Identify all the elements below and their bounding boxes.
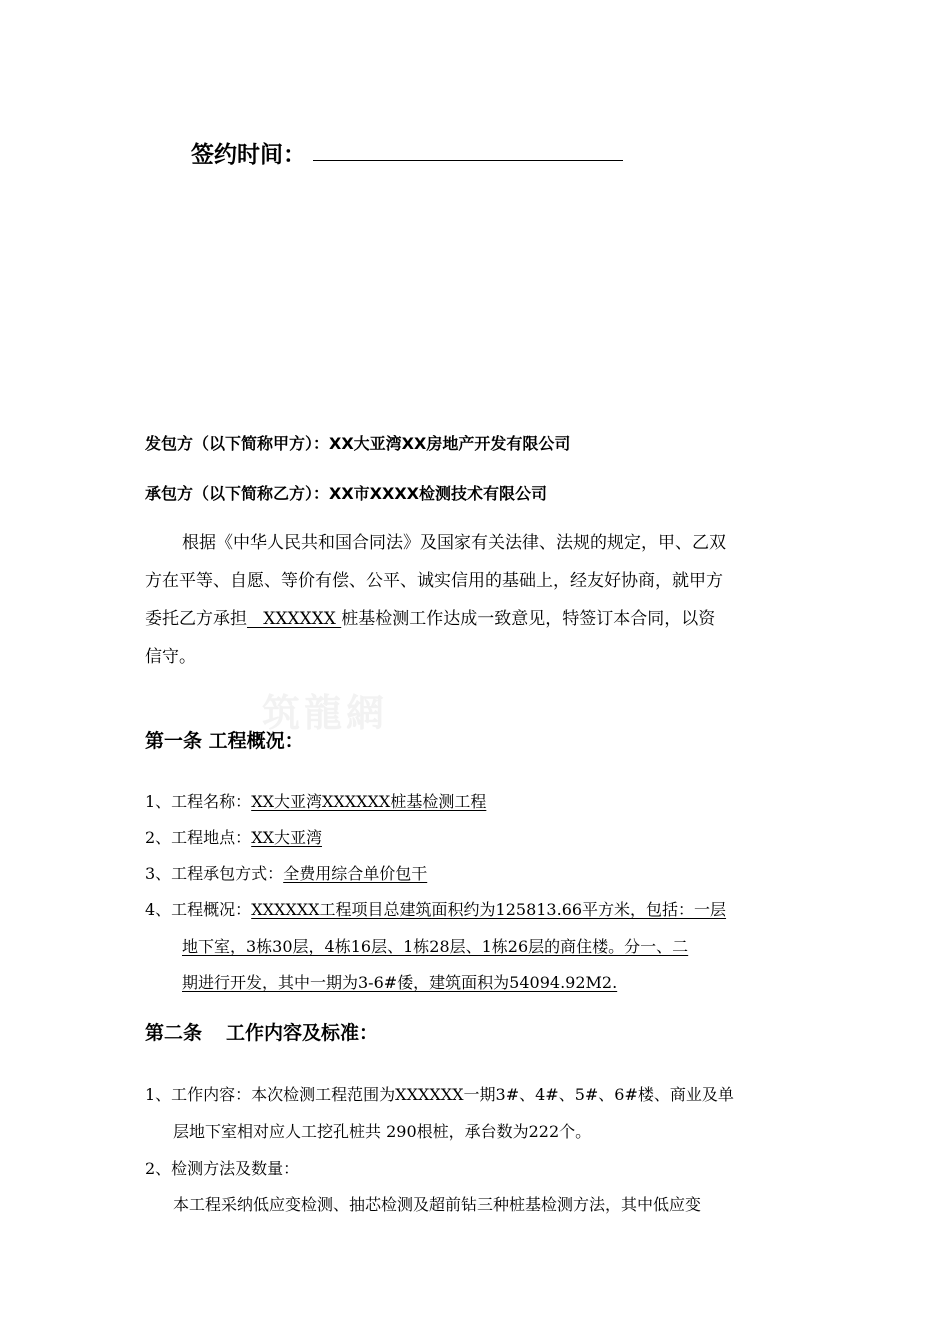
preamble-line-1: 根据《中华人民共和国合同法》及国家有关法律、法规的规定，甲、乙双: [182, 533, 726, 553]
article-2-heading: 工作内容及标准：: [226, 1022, 379, 1044]
preamble-line-4: 信守。: [145, 647, 196, 667]
item-1-value: XX大亚湾XXXXXX桩基检测工程: [251, 792, 487, 811]
article-2-item-1-line-1: 1、工作内容：本次检测工程范围为XXXXXX一期3#、4#、5#、6#楼、商业及单: [145, 1085, 734, 1104]
item-4-line-1: XXXXXX工程项目总建筑面积约为125813.66平方米，包括：一层: [251, 900, 727, 919]
preamble-line-3: [145, 604, 715, 629]
article-2-item-2-line-1: 本工程采纳低应变检测、抽芯检测及超前钻三种桩基检测方法，其中低应变: [173, 1195, 702, 1214]
project-name-field: XXXXXX: [247, 609, 342, 629]
party-a: 发包方（以下简称甲方）：XX大亚湾XX房地产开发有限公司: [145, 434, 571, 453]
item-4-line-3: 期进行开发，其中一期为3-6#倭，建筑面积为54094.92M2.: [182, 973, 618, 992]
article-1-item-1: [145, 789, 486, 812]
item-2-value: XX大亚湾: [251, 828, 322, 847]
party-b: 承包方（以下简称乙方）：XX市XXXX检测技术有限公司: [145, 484, 548, 503]
signing-time-label: 签约时间：: [191, 142, 306, 168]
item-4-label: 4、工程概况：: [145, 900, 252, 919]
article-2-title: [145, 1018, 378, 1045]
item-3-value: 全费用综合单价包干: [283, 864, 428, 883]
item-1-label: 1、工程名称：: [145, 792, 252, 811]
article-2-number: 第二条: [145, 1022, 203, 1044]
preamble-line-3-prefix: 委托乙方承担: [145, 609, 247, 629]
article-2-item-2-label: 2、检测方法及数量：: [145, 1159, 300, 1178]
item-3-label: 3、工程承包方式：: [145, 864, 284, 883]
article-1-item-2: [145, 825, 322, 848]
preamble-line-2: 方在平等、自愿、等价有偿、公平、诚实信用的基础上，经友好协商，就甲方: [145, 571, 723, 591]
item-2-label: 2、工程地点：: [145, 828, 252, 847]
article-1-item-3: [145, 861, 427, 884]
article-1-item-4: [145, 897, 726, 920]
signing-time-blank-line: [313, 160, 623, 161]
article-1-title: 第一条 工程概况：: [145, 730, 304, 752]
item-4-line-2: 地下室，3栋30层，4栋16层、1栋28层、1栋26层的商住楼。分一、二: [182, 937, 689, 956]
preamble-line-3-suffix: 桩基检测工作达成一致意见，特签订本合同，以资: [341, 609, 716, 629]
article-2-item-1-line-2: 层地下室相对应人工挖孔桩共 290根桩，承台数为222个。: [173, 1122, 592, 1141]
watermark: 筑龍網: [262, 690, 389, 735]
